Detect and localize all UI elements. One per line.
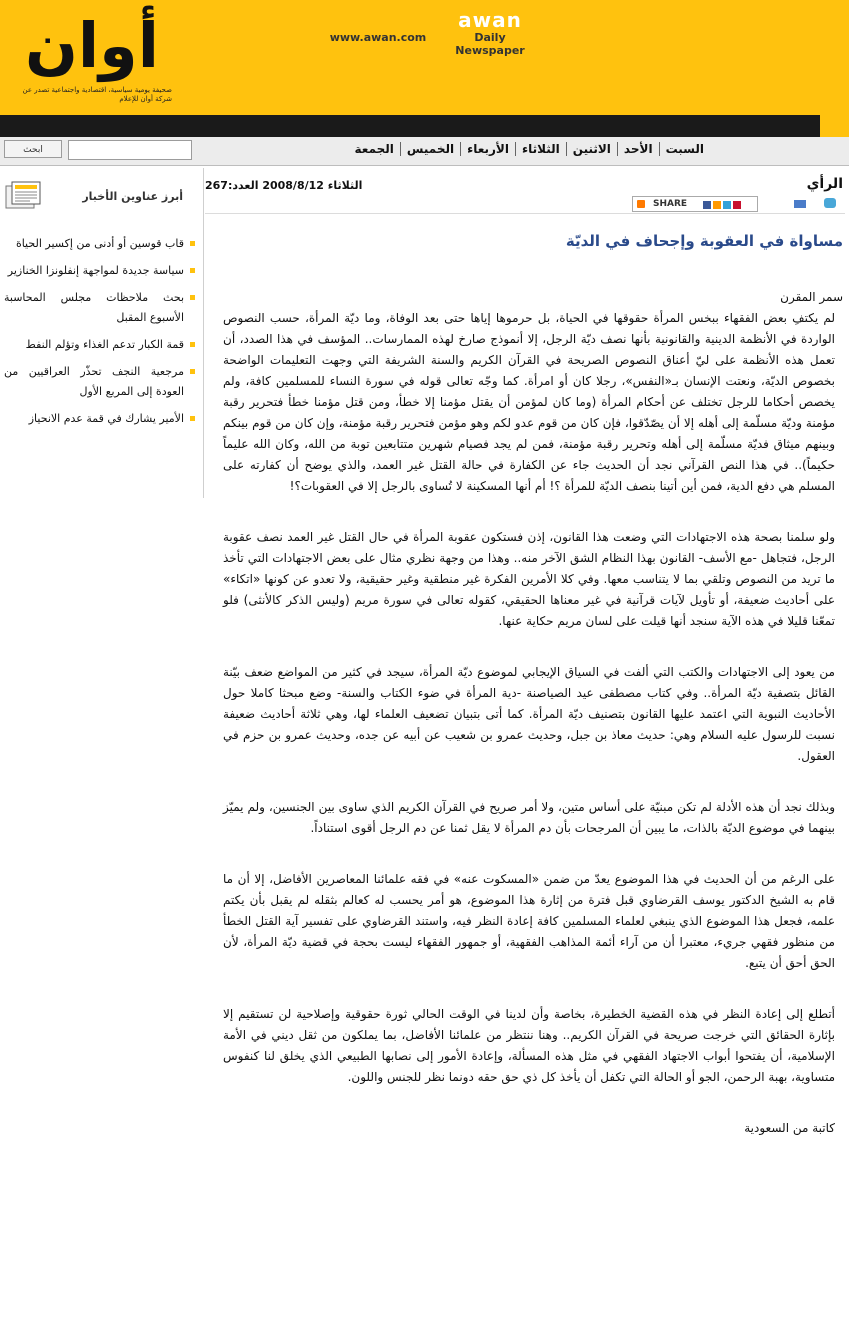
- day-link-sunday[interactable]: الأحد: [617, 142, 659, 156]
- day-link-monday[interactable]: الاثنين: [566, 142, 617, 156]
- sidebar-title: أبرز عناوين الأخبار: [82, 190, 183, 203]
- site-url[interactable]: www.awan.com: [329, 31, 427, 44]
- site-tagline: Daily Newspaper: [455, 31, 525, 57]
- day-link-saturday[interactable]: السبت: [659, 142, 710, 156]
- search-button[interactable]: ابحث: [4, 140, 62, 158]
- day-link-wednesday[interactable]: الأربعاء: [460, 142, 515, 156]
- section-title: الرأي: [806, 176, 843, 192]
- header-band-accent: [820, 115, 849, 137]
- headline-link[interactable]: قمة الكبار تدعم الغذاء وتؤلم النفط: [0, 335, 200, 355]
- article-paragraph: ولو سلمنا بصحة هذه الاجتهادات التي وضعت هذا القانون، إذن فستكون عقوبة المرأة في حال القتل غير العمد نصف عقوبة الرجل، فتجاهل -مع الأسف- القانون بهذا النظام الشق الآخر منه.. وهذا من وجهة نظري مثال على بعض الاجتهادات التي تأخذ ما تريد من النصوص وتلقي بما لا يتناسب معها. وفي كلا الأمرين الفكرة غير منطقية وغير حقيقية، ولا تعدو عن كونها «اتكاء» على أحاديث ضعيفة، أو تأويل لآيات قرآنية في غير معناها الحقيقي، كقوله تعالى في سورة مريم (وليس الذكر كالأنثى) فلو تمعّنا قليلا في هذه الآية سنجد أنها قيلت على لسان مريم حكاية عنها.: [223, 530, 835, 628]
- share-services-icons: [703, 200, 753, 208]
- article-paragraph: من يعود إلى الاجتهادات والكتب التي ألفت في السياق الإيجابي لموضوع ديّة المرأة، سيجد في كثير من المواضع ضعف بيّنة القائل بتصفية ديّة المرأة.. وفي كتاب مصطفى عيد الصياصنة -دية المرأة في ضوء الكتاب والسنة- وضع مبحثا كاملا حول الأحاديث النبوية التي اعتمد عليها القانون بتصنيف ديّة المرأة. كما أتى بتبيان تضعيف العلماء لها، وهي ثلاثة أحاديث ضعيفة نسبت للرسول عليه السلام وهي: حديث معاذ بن جبل، وحديث عمرو بن شعيب عن أبيه عن جده، وحديث عمرو بن حزم في العقول.: [223, 665, 835, 763]
- headline-link[interactable]: قاب قوسين أو أدنى من إكسير الحياة: [0, 234, 200, 254]
- header-dark-band: [0, 115, 849, 137]
- email-icon[interactable]: [794, 200, 806, 208]
- day-link-thursday[interactable]: الخميس: [400, 142, 460, 156]
- site-header: [0, 0, 849, 115]
- issue-meta: الثلاثاء 2008/8/12 العدد:267: [205, 179, 363, 192]
- nav-bar: [0, 137, 849, 166]
- article-author: سمر المقرن: [780, 290, 843, 304]
- day-link-friday[interactable]: الجمعة: [354, 142, 394, 156]
- headlines-sidebar: [0, 168, 204, 498]
- day-links: [330, 142, 710, 160]
- headline-link[interactable]: بحث ملاحظات مجلس المحاسبة الأسبوع المقبل: [0, 288, 200, 328]
- logo-wordmark: أوان: [25, 9, 159, 82]
- comment-icon[interactable]: [824, 198, 836, 208]
- search-input[interactable]: [68, 140, 192, 160]
- day-link-tuesday[interactable]: الثلاثاء: [515, 142, 566, 156]
- share-icon: [637, 200, 645, 208]
- divider: [205, 213, 845, 214]
- article-paragraph: وبذلك نجد أن هذه الأدلة لم تكن مبنيّة على أساس متين، ولا أمر صريح في القرآن الكريم الذي ساوى بين الجنسين، ولم يميّز بينهما في موضوع الديّة بالذات، ما يبين أن المرجحات بأن دم المرأة لا يقل ثمنا عن دم الرجل أقوى استناداً.: [223, 800, 835, 835]
- article-signature: كاتبة من السعودية: [744, 1121, 835, 1135]
- headline-link[interactable]: الأمير يشارك في قمة عدم الانحياز: [0, 409, 200, 429]
- site-logo[interactable]: [12, 6, 172, 110]
- headlines-list: [0, 234, 200, 436]
- brand-name: awan: [458, 8, 522, 32]
- article-area: [205, 168, 849, 1326]
- headline-link[interactable]: سياسة جديدة لمواجهة إنفلونزا الخنازير: [0, 261, 200, 281]
- newspaper-icon: [4, 180, 44, 212]
- article-paragraph: على الرغم من أن الحديث في هذا الموضوع يعدّ من ضمن «المسكوت عنه» في فقه علمائنا المعاصرين الأفاضل، إلا أن ما قام به الشيخ الدكتور يوسف القرضاوي قبل فترة من إثارة هذا الموضوع، هو أمر يحسب له كعالم بثقله لم يقبل بأن يكتم علمه، فجعل هذا الموضوع الذي ينبغي لعلماء المسلمين كافة إعادة النظر فيه، واستند القرضاوي على تفسير آية القتل الخطأ من منظور فقهي جريء، معتبرا أن من آراء أئمة المذاهب الفقهية، أو جمهور الفقهاء ليست بحجة في قضية ديّة المرأة، لأن الحق أحق أن يتبع.: [223, 872, 835, 970]
- logo-subtitle: صحيفة يومية سياسية، اقتصادية واجتماعية تصدر عن شركة أوان للإعلام: [22, 86, 172, 103]
- article-paragraph: أتطلع إلى إعادة النظر في هذه القضية الخطيرة، بخاصة وأن لدينا في الوقت الحالي ثورة حقوقية وإصلاحية لن تستقيم إلا بإثارة الحقائق التي خرجت صريحة في القرآن الكريم.. وهنا ننتظر من علمائنا الأفاضل، بما يملكون من ثقل ديني في الأمة الإسلامية، أن يفتحوا أبواب الاجتهاد الفقهي في مثل هذه المسألة، وإعادة الأمور إلى نصابها الطبيعي الذي يخلق لنا كنفوس متساوية، بهبة الرحمن، الجو أو الحالة التي تكفل أن يأخذ كل ذي حق حقه دونما نظر للجنس واللون.: [223, 1007, 835, 1084]
- article-body: [223, 308, 835, 1169]
- sidebar-header: [0, 178, 200, 218]
- share-label: SHARE: [653, 199, 688, 209]
- share-button[interactable]: [632, 196, 758, 212]
- headline-link[interactable]: مرجعية النجف تحذّر العراقيين من العودة إلى المربع الأول: [0, 362, 200, 402]
- article-paragraph: لم يكتفِ بعض الفقهاء ببخس المرأة حقوقها في الحياة، بل حرموها إياها حتى بعد الوفاة، وما ديّة المرأة، حسب النصوص الواردة في الأنظمة الدينية والقانونية بأنها نصف ديّة الرجل، إلا أنموذج صارخ لهذه الممارسات.. المؤسف في هذا الصدد، أن تعمل هذه الأنظمة على ليّ أعناق النصوص الصريحة في القرآن الكريم والسنة الشريفة التي وجهت التعليمات الواضحة بخصوص الديّة، ونعتت الإنسان بـ«النفس»، رجلا كان أو امرأة. كما وجّه تعالى قوله في سورة النساء للمسلمين كافة، ولم يخصص أحكاما للرجل تختلف عن أحكام المرأة (وما كان لمؤمن أن يقتل مؤمنا إلا خطأ، ومن قتل مؤمنا خطأ فتحرير رقبة مؤمنة وديّة مسلّمة إلى أهله إلا أن يصّدّقوا، فإن كان من قوم عدو لكم وهو مؤمن فتحرير رقبة مؤمنة، وإن كان من قوم بينكم وبينهم ميثاق فديّة مسلّمة إلى أهله وتحرير رقبة مؤمنة، فمن لم يجد فصيام شهرين متتابعين توبة من الله، وكان الله عليماً حكيماً).. في هذا النص القرآني نجد أن الحديث جاء عن الكفارة في حالة القتل غير العمد، والذي يوضح أن كفارته على المسلم هي دفع الدية، فمن أين أتينا بنصف الديّة للمرأة ؟! أم أنها المسكينة لا تُساوى بالرجل إلا في العقوبات؟!: [223, 311, 835, 493]
- article-title: مساواة في العقوبة وإجحاف في الديّة: [565, 232, 843, 250]
- article-meta-row: [205, 176, 843, 196]
